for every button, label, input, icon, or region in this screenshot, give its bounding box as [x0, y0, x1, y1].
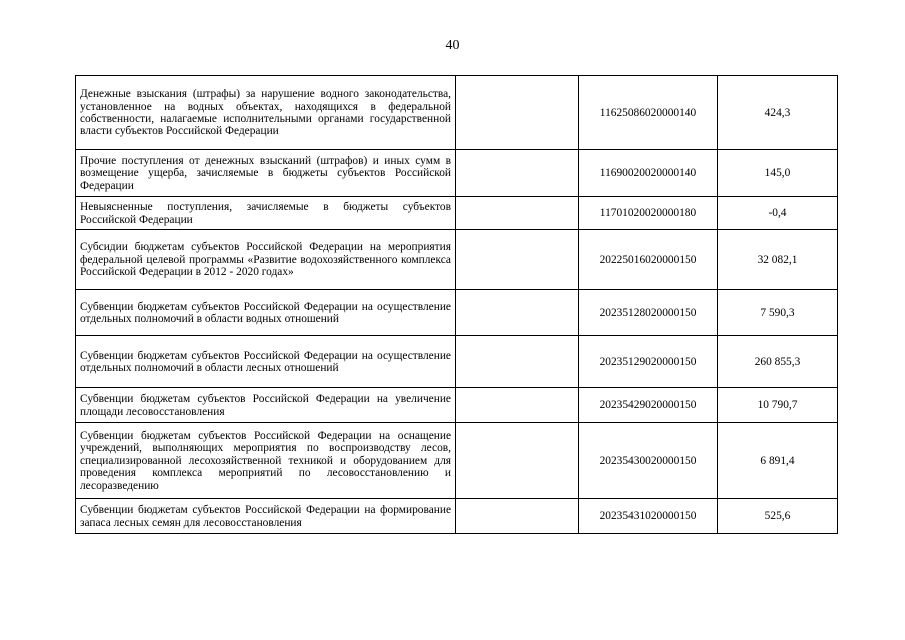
- budget-classification-code: 20235431020000150: [579, 499, 718, 534]
- budget-classification-code: 20225016020000150: [579, 230, 718, 290]
- revenue-description: Невыясненные поступления, зачисляемые в бюджеты субъектов Российской Федерации: [76, 197, 456, 230]
- budget-classification-code: 20235429020000150: [579, 388, 718, 423]
- blank-cell: [456, 388, 579, 423]
- budget-classification-code: 20235128020000150: [579, 290, 718, 336]
- page-number: 40: [445, 38, 460, 53]
- amount-value: 525,6: [718, 499, 838, 534]
- amount-value: 10 790,7: [718, 388, 838, 423]
- amount-value: 145,0: [718, 150, 838, 197]
- blank-cell: [456, 290, 579, 336]
- table-row: [76, 197, 838, 230]
- budget-classification-code: 11690020020000140: [579, 150, 718, 197]
- table-row: [76, 76, 838, 150]
- amount-value: -0,4: [718, 197, 838, 230]
- budget-classification-code: 20235129020000150: [579, 336, 718, 388]
- revenue-description: Субвенции бюджетам субъектов Российской Федерации на формирование запаса лесных семян для лесовосстановления: [76, 499, 456, 534]
- budget-revenue-table: [75, 75, 838, 534]
- budget-classification-code: 11625086020000140: [579, 76, 718, 150]
- revenue-description: Субвенции бюджетам субъектов Российской Федерации на осуществление отдельных полномочий в области водных отношений: [76, 290, 456, 336]
- blank-cell: [456, 499, 579, 534]
- blank-cell: [456, 76, 579, 150]
- table-row: [76, 150, 838, 197]
- blank-cell: [456, 230, 579, 290]
- revenue-description: Денежные взыскания (штрафы) за нарушение водного законодательства, установленное на водных объектах, находящихся в федеральной собственности, налагаемые исполнительными органами государственной власти субъектов Российской Федерации: [76, 76, 456, 150]
- revenue-description: Субвенции бюджетам субъектов Российской Федерации на осуществление отдельных полномочий в области лесных отношений: [76, 336, 456, 388]
- blank-cell: [456, 336, 579, 388]
- amount-value: 424,3: [718, 76, 838, 150]
- table-row: [76, 499, 838, 534]
- table-row: [76, 423, 838, 499]
- revenue-description: Субвенции бюджетам субъектов Российской Федерации на увеличение площади лесовосстановления: [76, 388, 456, 423]
- amount-value: 260 855,3: [718, 336, 838, 388]
- table-row: [76, 290, 838, 336]
- revenue-description: Субвенции бюджетам субъектов Российской Федерации на оснащение учреждений, выполняющих мероприятия по воспроизводству лесов, специализированной лесохозяйственной техникой и оборудованием для проведения комплекса мероприятий по лесовосстановлению и лесоразведению: [76, 423, 456, 499]
- amount-value: 7 590,3: [718, 290, 838, 336]
- amount-value: 6 891,4: [718, 423, 838, 499]
- table-row: [76, 388, 838, 423]
- revenue-description: Субсидии бюджетам субъектов Российской Федерации на мероприятия федеральной целевой программы «Развитие водохозяйственного комплекса Российской Федерации в 2012 - 2020 годах»: [76, 230, 456, 290]
- revenue-description: Прочие поступления от денежных взысканий (штрафов) и иных сумм в возмещение ущерба, зачисляемые в бюджеты субъектов Российской Федерации: [76, 150, 456, 197]
- amount-value: 32 082,1: [718, 230, 838, 290]
- blank-cell: [456, 423, 579, 499]
- budget-classification-code: 20235430020000150: [579, 423, 718, 499]
- budget-classification-code: 11701020020000180: [579, 197, 718, 230]
- table-row: [76, 230, 838, 290]
- table-row: [76, 336, 838, 388]
- blank-cell: [456, 150, 579, 197]
- blank-cell: [456, 197, 579, 230]
